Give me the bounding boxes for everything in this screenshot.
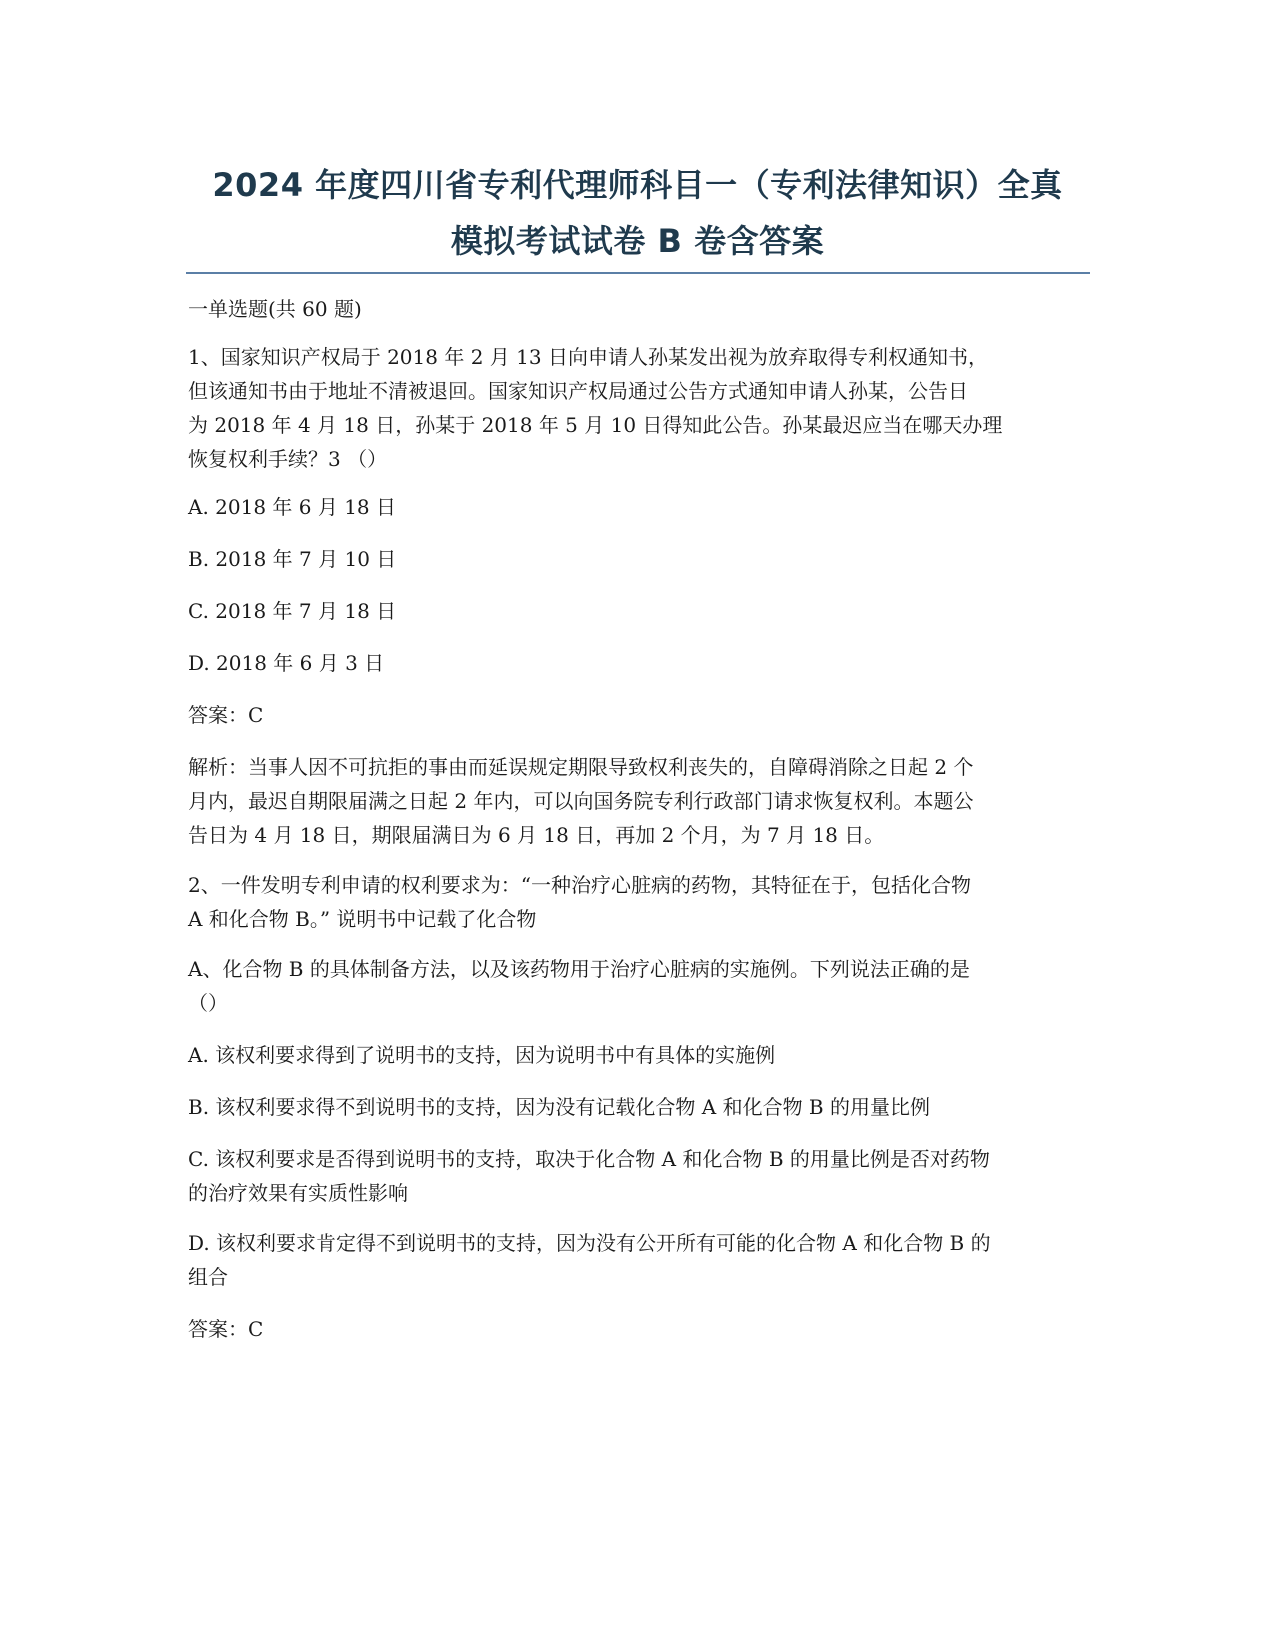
q2-option-c-line-2: 的治疗效果有实质性影响 — [188, 1181, 408, 1205]
title-divider — [186, 272, 1090, 274]
q1-stem-line-4: 恢复权利手续？3 （） — [188, 447, 388, 471]
q1-option-d: D. 2018 年 6 月 3 日 — [188, 651, 385, 675]
q1-option-b: B. 2018 年 7 月 10 日 — [188, 547, 397, 571]
q1-answer: 答案：C — [188, 703, 264, 727]
q2-option-c — [188, 1142, 1088, 1210]
q1-analysis-line-1: 解析：当事人因不可抗拒的事由而延误规定期限导致权利丧失的，自障碍消除之日起 2 个 — [188, 755, 974, 779]
q2-answer: 答案：C — [188, 1317, 264, 1341]
q2-option-b: B. 该权利要求得不到说明书的支持，因为没有记载化合物 A 和化合物 B 的用量比例 — [188, 1095, 930, 1119]
q1-option-a: A. 2018 年 6 月 18 日 — [188, 495, 397, 519]
document-title-line-2: 模拟考试试卷 B 卷含答案 — [450, 222, 825, 260]
q1-stem-line-2: 但该通知书由于地址不清被退回。国家知识产权局通过公告方式通知申请人孙某，公告日 — [188, 379, 968, 403]
q2-stem2-line-1: A、化合物 B 的具体制备方法，以及该药物用于治疗心脏病的实施例。下列说法正确的是 — [188, 957, 970, 981]
q1-stem — [188, 340, 1088, 476]
section-heading: 一单选题(共 60 题) — [188, 297, 362, 321]
q1-analysis — [188, 750, 1088, 852]
document-title-line-1: 2024 年度四川省专利代理师科目一（专利法律知识）全真 — [212, 166, 1063, 204]
q2-stem-continued — [188, 952, 1088, 1020]
q1-analysis-line-3: 告日为 4 月 18 日，期限届满日为 6 月 18 日，再加 2 个月，为 7 月 18 日。 — [188, 823, 885, 847]
q2-option-a: A. 该权利要求得到了说明书的支持，因为说明书中有具体的实施例 — [188, 1043, 776, 1067]
q2-option-d — [188, 1226, 1088, 1294]
q2-stem — [188, 868, 1088, 936]
q2-option-d-line-1: D. 该权利要求肯定得不到说明书的支持，因为没有公开所有可能的化合物 A 和化合物 B 的 — [188, 1231, 991, 1255]
q2-option-c-line-1: C. 该权利要求是否得到说明书的支持，取决于化合物 A 和化合物 B 的用量比例是否对药物 — [188, 1147, 990, 1171]
q1-stem-line-3: 为 2018 年 4 月 18 日，孙某于 2018 年 5 月 10 日得知此公告。孙某最迟应当在哪天办理 — [188, 413, 1003, 437]
q2-stem-line-1: 2、一件发明专利申请的权利要求为：“一种治疗心脏病的药物，其特征在于，包括化合物 — [188, 873, 971, 897]
q1-option-c: C. 2018 年 7 月 18 日 — [188, 599, 397, 623]
q2-option-d-line-2: 组合 — [188, 1265, 228, 1289]
q2-stem2-line-2: （） — [188, 991, 228, 1015]
q1-stem-line-1: 1、国家知识产权局于 2018 年 2 月 13 日向申请人孙某发出视为放弃取得专利权通知书， — [188, 345, 988, 369]
q1-analysis-line-2: 月内，最迟自期限届满之日起 2 年内，可以向国务院专利行政部门请求恢复权利。本题公 — [188, 789, 974, 813]
q2-stem-line-2: A 和化合物 B。” 说明书中记载了化合物 — [188, 907, 537, 931]
